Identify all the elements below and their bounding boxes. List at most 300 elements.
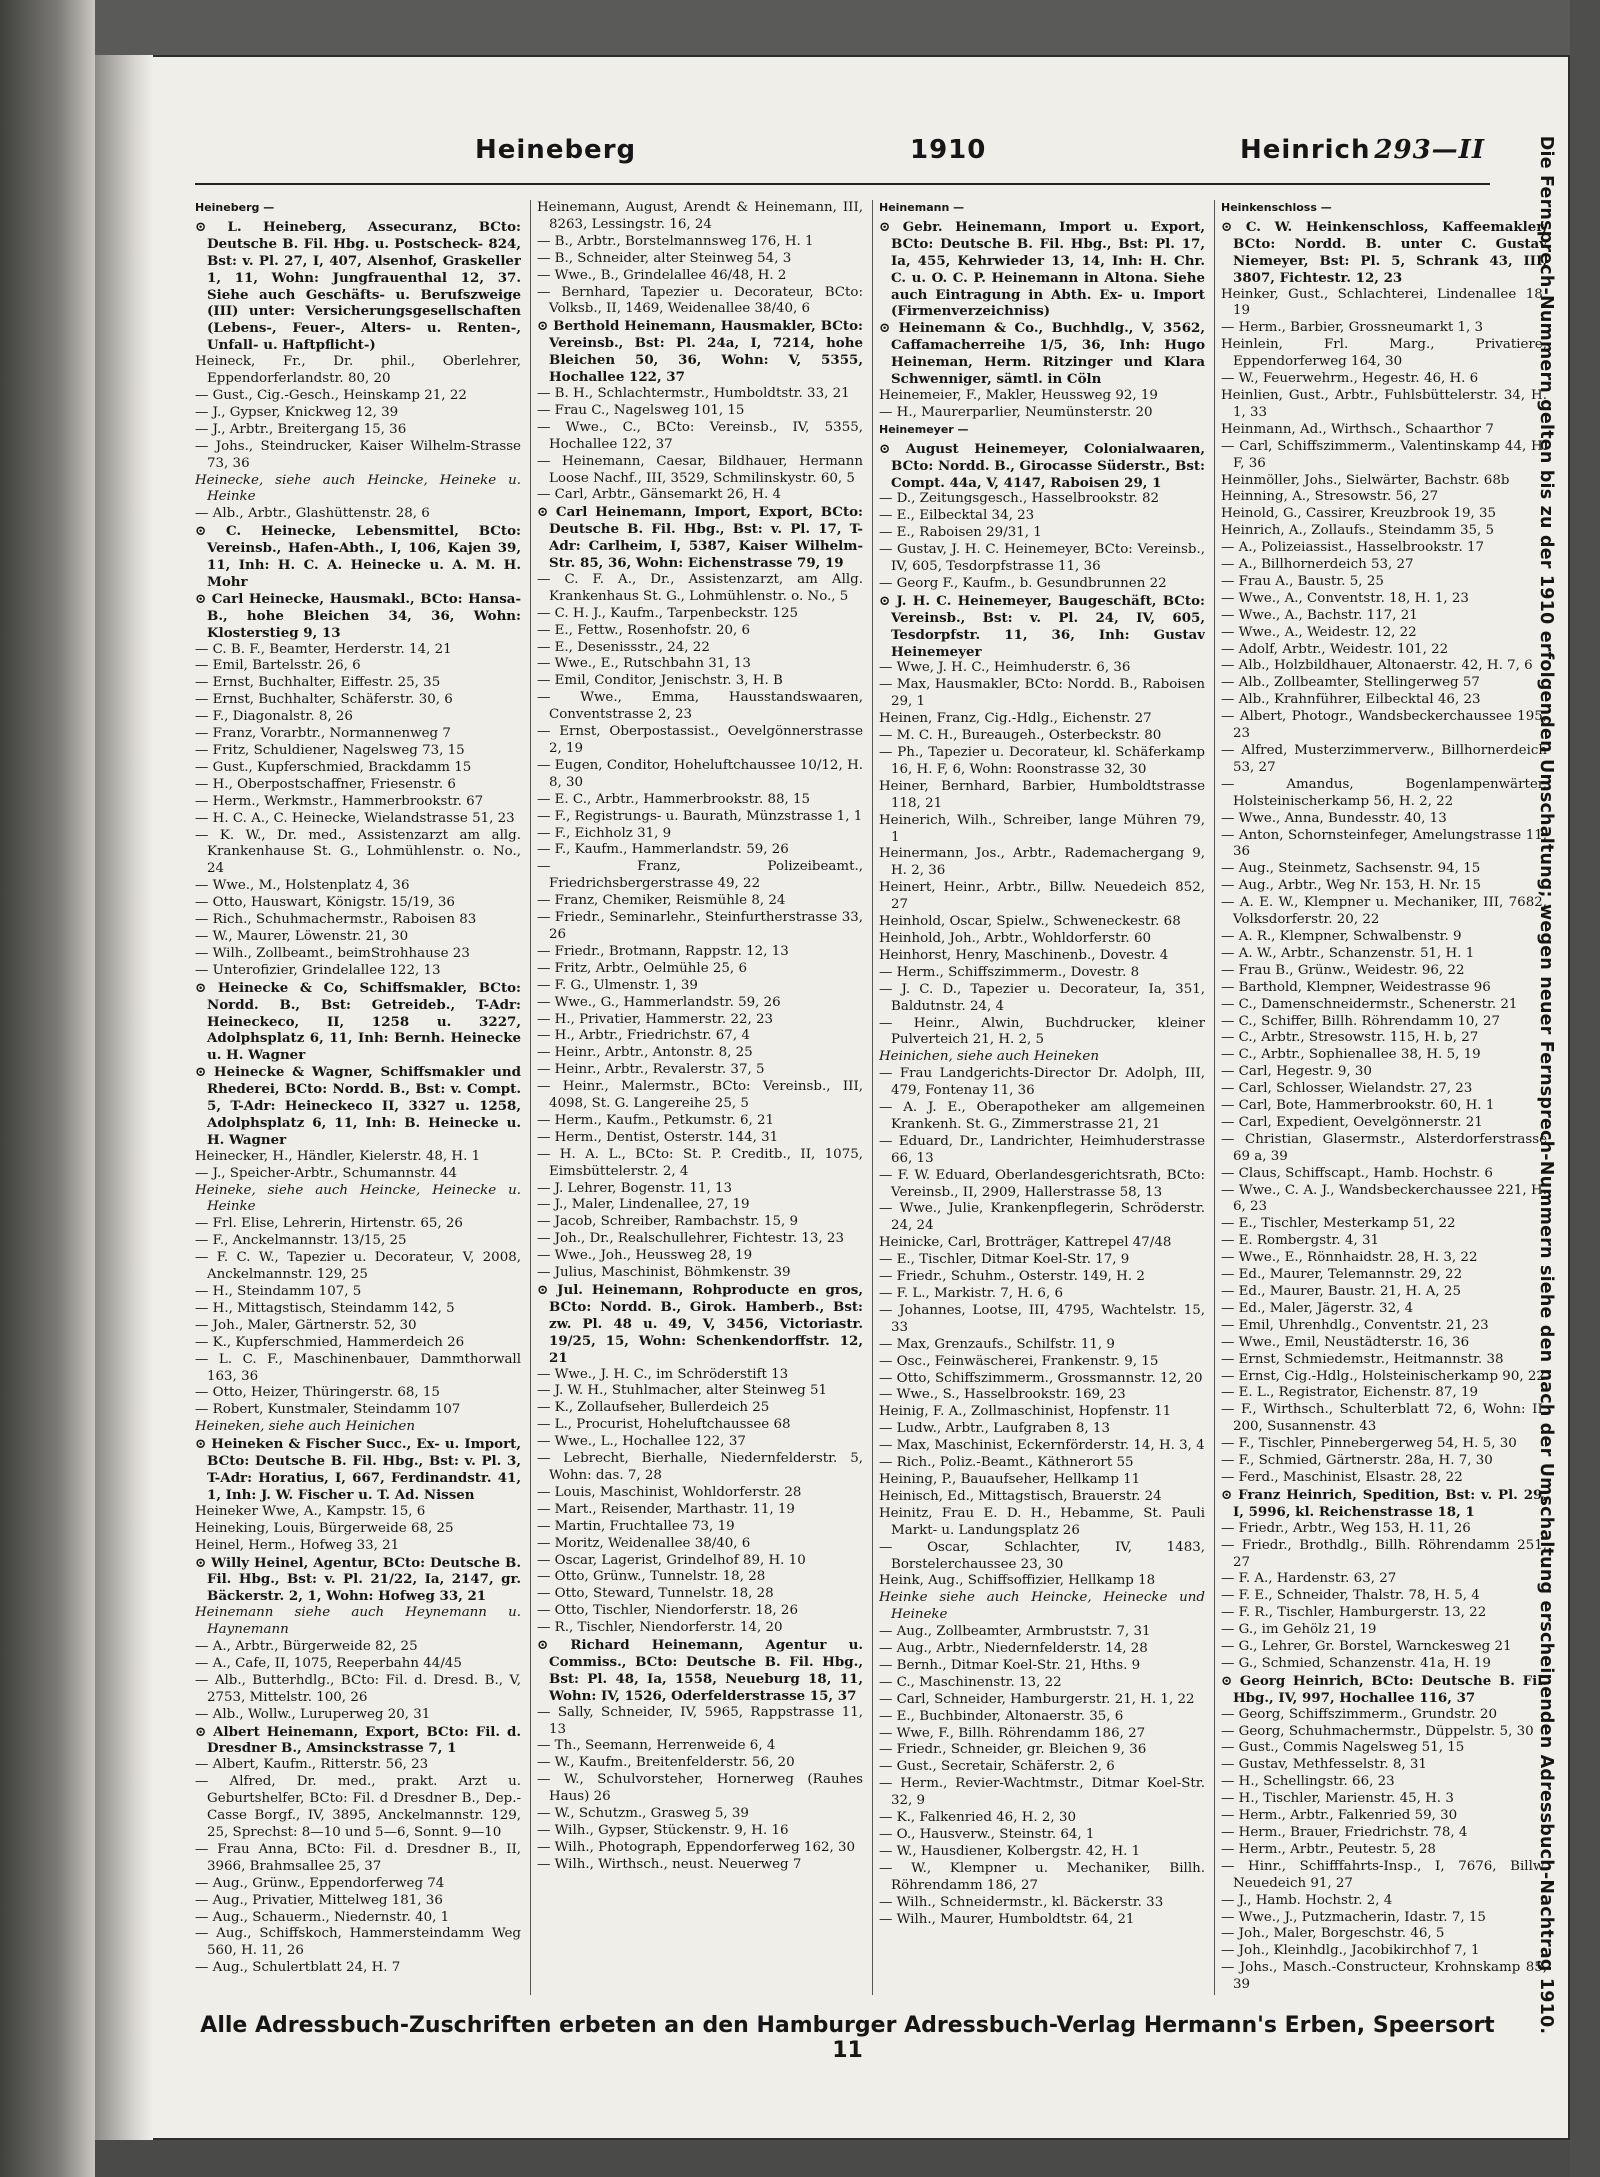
directory-entry: — Ferd., Maschinist, Elsastr. 28, 22 — [1221, 1469, 1463, 1485]
directory-entry: — Wwe., S., Hasselbrookstr. 169, 23 — [879, 1387, 1126, 1403]
directory-entry: — Johs., Masch.-Constructeur, Krohnskamp 85, 39 — [1221, 1960, 1547, 1993]
directory-entry: — Ph., Tapezier u. Decorateur, kl. Schäferkamp 16, H. F, 6, Wohn: Roonstrasse 32, 30 — [879, 745, 1205, 777]
directory-entry: Heinlien, Gust., Arbtr., Fuhlsbüttelerstr. 34, H. 1, 33 — [1221, 387, 1547, 420]
directory-entry: — F., Eichholz 31, 9 — [537, 825, 672, 841]
directory-entry: — Ernst, Buchhalter, Eiffestr. 25, 35 — [195, 675, 441, 691]
directory-entry: — Carl, Bote, Hammerbrookstr. 60, H. 1 — [1221, 1098, 1495, 1114]
directory-entry: Heinmöller, Johs., Sielwärter, Bachstr. 68b — [1221, 472, 1510, 488]
scan-bottom-edge — [95, 2140, 1570, 2177]
directory-entry: — Carl, Expedient, Oevelgönnerstr. 21 — [1221, 1114, 1483, 1130]
directory-entry: ⊙ Heinemann & Co., Buchhdlg., V, 3562, Caffamacherreihe 1/5, 36, Inh: Hugo Heineman, Herm. Ritzinger und Klara Schwenniger, sämtl. in Cöln — [879, 320, 1205, 388]
directory-entry: — Wwe., J., Putzmacherin, Idastr. 7, 15 — [1221, 1909, 1486, 1925]
directory-entry: ⊙ Heineken & Fischer Succ., Ex- u. Import, BCto: Deutsche B. Fil. Hbg., Bst: v. Pl. 3, T-Adr: Horatius, I, 667, Ferdinandstr. 41, 1, Inh: J. W. Fischer u. T. Ad. Nissen — [195, 1436, 521, 1503]
directory-entry: — Emil, Uhrenhdlg., Conventstr. 21, 23 — [1221, 1317, 1489, 1333]
directory-entry: — Max, Grenzaufs., Schilfstr. 11, 9 — [879, 1336, 1115, 1352]
directory-entry: — F. G., Ulmenstr. 1, 39 — [537, 977, 698, 993]
directory-entry: — Frau C., Nagelsweg 101, 15 — [537, 402, 745, 418]
directory-entry: ⊙ August Heinemeyer, Colonialwaaren, BCto: Nordd. B., Girocasse Süderstr., Bst: Compt. 44a, V, 4147, Raboisen 29, 1 — [879, 440, 1205, 491]
directory-entry: Heineke, siehe auch Heincke, Heinecke u. Heinke — [195, 1182, 521, 1215]
column-divider — [530, 200, 531, 1995]
directory-entry: — A., Cafe, II, 1075, Reeperbahn 44/45 — [195, 1655, 462, 1671]
directory-entry: — Franz, Polizeibeamt., Friedrichsbergerstrasse 49, 22 — [537, 859, 863, 892]
directory-entry: — C., Arbtr., Stresowstr. 115, H. b, 27 — [1221, 1030, 1479, 1046]
directory-entry: — Hinr., Schifffahrts-Insp., I, 7676, Billw. Neuedeich 91, 27 — [1221, 1858, 1547, 1891]
directory-entry: Heinig, F. A., Zollmaschinist, Hopfenstr. 11 — [879, 1404, 1172, 1420]
directory-entry: Heiner, Bernhard, Barbier, Humboldtstrasse 118, 21 — [879, 778, 1205, 811]
directory-entry: — Robert, Kunstmaler, Steindamm 107 — [195, 1402, 461, 1418]
directory-entry: — Joh., Kleinhdlg., Jacobikirchhof 7, 1 — [1221, 1943, 1480, 1959]
directory-entry: — Frau A., Baustr. 5, 25 — [1221, 573, 1384, 589]
directory-entry: — Johs., Steindrucker, Kaiser Wilhelm-Strasse 73, 36 — [195, 438, 521, 471]
directory-entry: — H., Maurerparlier, Neumünsterstr. 20 — [879, 404, 1153, 420]
directory-entry: — Wwe., Julie, Krankenpflegerin, Schröderstr. 24, 24 — [879, 1201, 1205, 1234]
page-number: 293—II — [1374, 135, 1485, 165]
directory-entry: — Albert, Photogr., Wandsbeckerchaussee 195, 23 — [1221, 709, 1547, 742]
directory-entry: — Frau B., Grünw., Weidestr. 96, 22 — [1221, 962, 1465, 978]
directory-entry: — Ed., Maurer, Baustr. 21, H. A, 25 — [1221, 1284, 1461, 1299]
directory-entry: — Wwe., C. A. J., Wandsbeckerchaussee 221, H. 6, 23 — [1221, 1182, 1547, 1215]
directory-entry: — Alb., Holzbildhauer, Altonaerstr. 42, H. 7, 6 — [1221, 658, 1533, 674]
directory-entry: — E., Buchbinder, Altonaerstr. 35, 6 — [879, 1708, 1124, 1724]
directory-entry: — Frau Landgerichts-Director Dr. Adolph, III, 479, Fontenay 11, 36 — [879, 1066, 1205, 1099]
directory-entry: Heinecker, H., Händler, Kielerstr. 48, H. 1 — [195, 1148, 481, 1164]
directory-entry: — Wwe., C., BCto: Vereinsb., IV, 5355, Hochallee 122, 37 — [537, 419, 863, 452]
directory-entry: — Wwe., J. H. C., im Schröderstift 13 — [537, 1366, 789, 1382]
directory-entry: — Wwe., E., Rutschbahn 31, 13 — [537, 656, 751, 672]
directory-entry: Heinold, G., Cassirer, Kreuzbrook 19, 35 — [1221, 506, 1497, 522]
directory-entry: — Georg, Schiffszimmerm., Grundstr. 20 — [1221, 1706, 1497, 1722]
directory-entry: — Friedr., Schneider, gr. Bleichen 9, 36 — [879, 1742, 1147, 1758]
directory-entry: — Wwe., Anna, Bundesstr. 40, 13 — [1221, 810, 1447, 826]
directory-entry: — W., Klempner u. Mechaniker, Billh. Röhrendamm 186, 27 — [879, 1860, 1205, 1893]
directory-entry: — Ernst, Cig.-Hdlg., Holsteinischerkamp 90, 22 — [1221, 1368, 1545, 1384]
directory-entry: — Wwe., A., Bachstr. 117, 21 — [1221, 607, 1418, 623]
scan-left-edge — [0, 0, 95, 2177]
directory-entry: — Herm., Werkmstr., Hammerbrookstr. 67 — [195, 793, 484, 809]
directory-entry: — Bernh., Ditmar Koel-Str. 21, Hths. 9 — [879, 1657, 1141, 1673]
directory-entry: — Anton, Schornsteinfeger, Amelungstrasse 11, 36 — [1221, 827, 1547, 860]
directory-entry: — Aug., Arbtr., Niedernfelderstr. 14, 28 — [879, 1641, 1148, 1657]
directory-entry: — E., Tischler, Ditmar Koel-Str. 17, 9 — [879, 1252, 1130, 1268]
directory-entry: — Wilh., Zollbeamt., beimStrohhause 23 — [195, 945, 470, 961]
directory-entry: — H. A. L., BCto: St. P. Creditb., II, 1075, Eimsbüttelerstr. 2, 4 — [537, 1146, 863, 1179]
directory-entry: — Aug., Schulertblatt 24, H. 7 — [195, 1960, 401, 1976]
directory-entry: — Wilh., Maurer, Humboldtstr. 64, 21 — [879, 1911, 1135, 1927]
directory-entry: — F., Diagonalstr. 8, 26 — [195, 709, 353, 725]
directory-entry: — Heinr., Arbtr., Revalerstr. 37, 5 — [537, 1062, 765, 1078]
directory-entry: — Otto, Tischler, Niendorferstr. 18, 26 — [537, 1603, 798, 1619]
directory-entry: — Ernst, Oberpostassist., Oevelgönnerstrasse 2, 19 — [537, 724, 863, 756]
directory-entry: — Fritz, Schuldiener, Nagelsweg 73, 15 — [195, 743, 465, 758]
directory-entry: — W., Feuerwehrm., Hegestr. 46, H. 6 — [1221, 371, 1479, 387]
directory-entry: — Carl, Hegestr. 9, 30 — [1221, 1064, 1372, 1080]
directory-entry: ⊙ J. H. C. Heinemeyer, Baugeschäft, BCto: Vereinsb., Bst: v. Pl. 24, IV, 605, Tesdorpfstr. 11, 36, Inh: Gustav Heinemeyer — [879, 592, 1205, 660]
directory-entry: — E., Tischler, Mesterkamp 51, 22 — [1221, 1216, 1456, 1232]
directory-entry: — Wwe., A., Weidestr. 12, 22 — [1221, 624, 1417, 640]
column-2 — [537, 200, 863, 1995]
directory-entry: — Jacob, Schreiber, Rambachstr. 15, 9 — [537, 1214, 799, 1230]
directory-entry: — J., Speicher-Arbtr., Schumannstr. 44 — [195, 1165, 457, 1181]
directory-entry: — B., Schneider, alter Steinweg 54, 3 — [537, 250, 792, 266]
directory-entry: — C. B. F., Beamter, Herderstr. 14, 21 — [195, 641, 452, 657]
directory-entry: — K., Falkenried 46, H. 2, 30 — [879, 1810, 1076, 1826]
directory-entry: — Aug., Arbtr., Weg Nr. 153, H. Nr. 15 — [1221, 878, 1482, 894]
directory-entry: — A. W., Arbtr., Schanzenstr. 51, H. 1 — [1221, 945, 1475, 961]
directory-entry: ⊙ Jul. Heinemann, Rohproducte en gros, BCto: Nordd. B., Girok. Hamberb., Bst: zw. Pl. 48 u. 49, V, 3456, Victoriastr. 19/25, 15, Wohn: Schenkendorffstr. 12, 21 — [537, 1282, 863, 1366]
directory-entry: — F., Registrungs- u. Baurath, Münzstrasse 1, 1 — [537, 808, 863, 824]
directory-entry: — Aug., Schauerm., Niedernstr. 40, 1 — [195, 1909, 450, 1925]
directory-entry: — Wilh., Gypser, Stückenstr. 9, H. 16 — [537, 1823, 789, 1838]
directory-entry: ⊙ Willy Heinel, Agentur, BCto: Deutsche B. Fil. Hbg., Bst: v. Pl. 21/22, Ia, 2147, gr. Bäckerstr. 2, 1, Wohn: Hofweg 33, 21 — [195, 1554, 521, 1605]
directory-entry: — E. Rombergstr. 4, 31 — [1221, 1233, 1380, 1249]
directory-entry: — Otto, Schiffszimmerm., Grossmannstr. 12, 20 — [879, 1370, 1203, 1386]
directory-entry: — Otto, Heizer, Thüringerstr. 68, 15 — [195, 1385, 440, 1401]
directory-entry: — Wwe., Emil, Neustädterstr. 16, 36 — [1221, 1334, 1470, 1350]
directory-entry: — Carl, Arbtr., Gänsemarkt 26, H. 4 — [537, 487, 781, 503]
directory-entry: ⊙ Heinecke & Wagner, Schiffsmakler und Rhederei, BCto: Nordd. B., Bst: v. Compt. 5, T-Adr: Heineckeco II, 3327 u. 1258, Adolphsplatz 6, 11, Inh: B. Heinecke u. H. Wagner — [195, 1064, 521, 1148]
directory-entry: — J., Maler, Lindenallee, 27, 19 — [537, 1197, 750, 1213]
directory-entry: — Christian, Glasermstr., Alsterdorferstrasse 69 a, 39 — [1221, 1131, 1547, 1164]
directory-entry: — Joh., Maler, Borgeschstr. 46, 5 — [1221, 1926, 1445, 1942]
directory-entry: — Herm., Arbtr., Peutestr. 5, 28 — [1221, 1841, 1436, 1857]
directory-entry: — Heinr., Alwin, Buchdrucker, kleiner Pulverteich 21, H. 2, 5 — [879, 1015, 1205, 1048]
directory-entry: Heinen, Franz, Cig.-Hdlg., Eichenstr. 27 — [879, 711, 1152, 727]
directory-entry: ⊙ L. Heineberg, Assecuranz, BCto: Deutsche B. Fil. Hbg. u. Postscheck- 824, Bst: v. Pl. 27, I, 407, Alsenhof, Graskeller 1, 11, Wohn: Jungfrauenthal 12, 37. Siehe auch Geschäfts- u. Berufszweige (III) unter: Versicherungsgesellschaften (Lebens-, Feuer-, Alters- u. Renten-, Unfall- u. Haftpflicht-) — [195, 218, 521, 354]
directory-entry: — K. W., Dr. med., Assistenzarzt am allg. Krankenhause St. G., Lohmühlenstr. o. No., 24 — [195, 827, 521, 877]
directory-entry: — D., Zeitungsgesch., Hasselbrookstr. 82 — [879, 491, 1160, 507]
directory-entry: — Ed., Maurer, Telemannstr. 29, 22 — [1221, 1267, 1463, 1283]
directory-entry: — Heinemann, Caesar, Bildhauer, Hermann Loose Nachf., III, 3529, Schmilinskystr. 60, 5 — [537, 453, 863, 486]
directory-entry: — Moritz, Weidenallee 38/40, 6 — [537, 1535, 751, 1551]
directory-entry: — Julius, Maschinist, Böhmkenstr. 39 — [537, 1265, 791, 1281]
directory-entry: — G., Schmied, Schanzenstr. 41a, H. 19 — [1221, 1655, 1491, 1671]
directory-entry: — Herm., Brauer, Friedrichstr. 78, 4 — [1221, 1825, 1468, 1840]
directory-entry: Heining, P., Bauaufseher, Hellkamp 11 — [879, 1471, 1141, 1487]
directory-entry: Heinlein, Frl. Marg., Privatiere, Eppendorferweg 164, 30 — [1221, 337, 1547, 370]
directory-entry: — Eduard, Dr., Landrichter, Heimhuderstrasse 66, 13 — [879, 1133, 1205, 1166]
directory-entry: — H., Schellingstr. 66, 23 — [1221, 1774, 1395, 1790]
directory-entry: — H., Tischler, Marienstr. 45, H. 3 — [1221, 1791, 1454, 1807]
directory-entry: — H., Oberpostschaffner, Friesenstr. 6 — [195, 776, 456, 792]
directory-entry: — Frau Anna, BCto: Fil. d. Dresdner B., II, 3966, Brahmsallee 25, 37 — [195, 1841, 521, 1874]
directory-entry: Heinhold, Joh., Arbtr., Wohldorferstr. 60 — [879, 930, 1151, 946]
directory-entry: — Georg F., Kaufm., b. Gesundbrunnen 22 — [879, 575, 1167, 591]
directory-entry: — F., Wirthsch., Schulterblatt 72, 6, Wohn: II, 200, Susannenstr. 43 — [1221, 1402, 1547, 1435]
directory-entry: Heinecke, siehe auch Heincke, Heineke u. Heinke — [195, 472, 521, 505]
directory-entry: — Friedr., Schuhm., Osterstr. 149, H. 2 — [879, 1269, 1145, 1285]
directory-entry: — Georg, Schuhmachermstr., Düppelstr. 5, 30 — [1221, 1723, 1534, 1739]
directory-entry: — Wwe., Joh., Heussweg 28, 19 — [537, 1248, 753, 1264]
directory-entry: ⊙ C. W. Heinkenschloss, Kaffeemakler, BCto: Nordd. B. unter C. Gustav Niemeyer, Bst: Pl. 5, Schrank 43, III, 3807, Fichtestr. 12, 23 — [1221, 218, 1547, 286]
directory-entry: — H. C. A., C. Heinecke, Wielandstrasse 51, 23 — [195, 810, 515, 826]
directory-entry: — Rich., Schuhmachermstr., Raboisen 83 — [195, 912, 477, 928]
directory-entry: — Alb., Wollw., Luruperweg 20, 31 — [195, 1706, 431, 1722]
directory-entry: — Johannes, Lootse, III, 4795, Wachtelstr. 15, 33 — [879, 1302, 1205, 1335]
directory-entry: — K., Kupferschmied, Hammerdeich 26 — [195, 1334, 465, 1350]
directory-entry: — A., Arbtr., Bürgerweide 82, 25 — [195, 1639, 418, 1655]
directory-entry: — Wwe., Emma, Hausstandswaaren, Conventstrasse 2, 23 — [537, 690, 863, 723]
directory-entry: — E., Eilbecktal 34, 23 — [879, 508, 1035, 524]
directory-entry: — Alfred, Dr. med., prakt. Arzt u. Geburtshelfer, BCto: Fil. d Dresdner B., Dep.-Casse Borgf., IV, 3895, Anckelmannstr. 129, 25, Sprechst: 8—10 und 5—6, Sonnt. 9—10 — [195, 1774, 521, 1840]
directory-entry: — H., Privatier, Hammerstr. 22, 23 — [537, 1011, 774, 1027]
directory-entry: — Wwe., A., Conventstr. 18, H. 1, 23 — [1221, 590, 1469, 606]
directory-entry: — J., Gypser, Knickweg 12, 39 — [195, 404, 399, 420]
directory-entry: — Rich., Poliz.-Beamt., Käthnerort 55 — [879, 1455, 1134, 1471]
directory-entry: — F., Tischler, Pinnebergerweg 54, H. 5, 30 — [1221, 1436, 1517, 1452]
directory-entry: — E. C., Arbtr., Hammerbrookstr. 88, 15 — [537, 791, 811, 807]
directory-entry: — Otto, Steward, Tunnelstr. 18, 28 — [537, 1586, 774, 1602]
running-header — [195, 135, 1525, 195]
directory-entry: Heineberg — — [195, 201, 275, 214]
directory-entry: — Wwe, F., Billh. Röhrendamm 186, 27 — [879, 1725, 1146, 1741]
directory-entry: Heinemann, August, Arendt & Heinemann, III, 8263, Lessingstr. 16, 24 — [537, 200, 863, 232]
directory-entry: — Alb., Zollbeamter, Stellingerweg 57 — [1221, 675, 1480, 691]
directory-entry: — Friedr., Seminarlehr., Steinfurtherstrasse 33, 26 — [537, 910, 863, 942]
directory-entry: — Wwe., B., Grindelallee 46/48, H. 2 — [537, 267, 787, 283]
directory-entry: — A. E. W., Klempner u. Mechaniker, III, 7682, Volksdorferstr. 20, 22 — [1221, 895, 1547, 928]
directory-entry: Heinke siehe auch Heincke, Heinecke und Heineke — [879, 1590, 1205, 1623]
directory-entry: — Wwe, J. H. C., Heimhuderstr. 6, 36 — [879, 660, 1131, 676]
directory-entry: — B., Arbtr., Borstelmannsweg 176, H. 1 — [537, 233, 814, 249]
directory-entry: — Herm., Kaufm., Petkumstr. 6, 21 — [537, 1112, 775, 1128]
directory-entry: — F., Schmied, Gärtnerstr. 28a, H. 7, 30 — [1221, 1453, 1493, 1469]
directory-entry: — Ludw., Arbtr., Laufgraben 8, 13 — [879, 1421, 1110, 1437]
directory-entry: Heineck, Fr., Dr. phil., Oberlehrer, Eppendorferlandstr. 80, 20 — [195, 354, 521, 387]
directory-entry: — Aug., Grünw., Eppendorferweg 74 — [195, 1875, 445, 1891]
directory-entry: — Friedr., Arbtr., Weg 153, H. 11, 26 — [1221, 1520, 1471, 1536]
directory-entry: — Bernhard, Tapezier u. Decorateur, BCto: Volksb., II, 1469, Weidenallee 38/40, 6 — [537, 284, 863, 317]
header-rule — [195, 183, 1490, 185]
directory-entry: Heineker Wwe, A., Kampstr. 15, 6 — [195, 1503, 426, 1519]
directory-entry: — Joh., Dr., Realschullehrer, Fichtestr. 13, 23 — [537, 1231, 844, 1247]
side-notice-text: Die Fernsprech-Nummern gelten bis zu der 1910 erfolgenden Umschaltung; wegen neuer Fernsprech-Nummern siehe den nach der Umschaltung erscheinenden Adressbuch-Nachtrag 1910. — [1536, 135, 1556, 2035]
directory-entry: — Aug., Steinmetz, Sachsenstr. 94, 15 — [1221, 861, 1481, 877]
directory-entry: — Herm., Schiffszimmerm., Dovestr. 8 — [879, 964, 1140, 980]
scan-right-edge — [1570, 0, 1600, 2177]
directory-entry: — Heinr., Arbtr., Antonstr. 8, 25 — [537, 1045, 753, 1061]
directory-entry: — A. R., Klempner, Schwalbenstr. 9 — [1221, 928, 1462, 944]
directory-entry: Heinemeier, F., Makler, Heussweg 92, 19 — [879, 387, 1158, 403]
directory-entry: — Wilh., Photograph, Eppendorferweg 162, 30 — [537, 1839, 856, 1855]
directory-entry: — Alfred, Musterzimmerverw., Billhornerdeich 53, 27 — [1221, 743, 1547, 775]
directory-entry: — Louis, Maschinist, Wohldorferstr. 28 — [537, 1484, 802, 1500]
directory-entry: — Oscar, Lagerist, Grindelhof 89, H. 10 — [537, 1552, 806, 1568]
directory-entry: Heinning, A., Stresowstr. 56, 27 — [1221, 489, 1439, 505]
directory-entry: — Sally, Schneider, IV, 5965, Rappstrasse 11, 13 — [537, 1704, 863, 1737]
directory-entry: Heinkenschloss — — [1221, 201, 1332, 214]
directory-entry: ⊙ Richard Heinemann, Agentur u. Commiss., BCto: Deutsche B. Fil. Hbg., Bst: Pl. 48, Ia, 1558, Neueburg 18, 11, Wohn: IV, 1526, Oderfelderstrasse 15, 37 — [537, 1637, 863, 1704]
directory-entry: — Herm., Dentist, Osterstr. 144, 31 — [537, 1129, 779, 1145]
directory-entry: — Oscar, Schlachter, IV, 1483, Borstelerchaussee 23, 30 — [879, 1539, 1205, 1572]
directory-entry: — O., Hausverw., Steinstr. 64, 1 — [879, 1827, 1095, 1842]
directory-entry: — G., Lehrer, Gr. Borstel, Warnckesweg 21 — [1221, 1639, 1512, 1655]
directory-entry: — Max, Maschinist, Eckernförderstr. 14, H. 3, 4 — [879, 1438, 1205, 1454]
directory-entry: — Friedr., Brothdlg., Billh. Röhrendamm 251, 27 — [1221, 1537, 1547, 1570]
column-divider — [872, 200, 873, 1995]
column-divider — [1214, 200, 1215, 1995]
directory-entry: ⊙ Berthold Heinemann, Hausmakler, BCto: Vereinsb., Bst: Pl. 24a, I, 7214, hohe Bleichen 50, 36, Wohn: V, 5355, Hochallee 122, 37 — [537, 318, 863, 386]
column-4 — [1221, 200, 1547, 1995]
page-gutter — [95, 55, 153, 2140]
directory-entry: — Herm., Arbtr., Falkenried 59, 30 — [1221, 1808, 1458, 1824]
directory-entry: — Emil, Bartelsstr. 26, 6 — [195, 658, 361, 674]
directory-entry: — W., Kaufm., Breitenfelderstr. 56, 20 — [537, 1755, 795, 1771]
directory-entry: — C. H. J., Kaufm., Tarpenbeckstr. 125 — [537, 605, 799, 621]
directory-entry: — W., Schutzm., Grasweg 5, 39 — [537, 1806, 749, 1822]
directory-entry: — F., Anckelmannstr. 13/15, 25 — [195, 1233, 407, 1249]
directory-entry: — Gust., Commis Nagelsweg 51, 15 — [1221, 1740, 1465, 1756]
directory-entry: — G., im Gehölz 21, 19 — [1221, 1622, 1377, 1638]
directory-entry: — Carl, Schlosser, Wielandstr. 27, 23 — [1221, 1081, 1473, 1097]
directory-entry: — Lebrecht, Bierhalle, Niedernfelderstr. 5, Wohn: das. 7, 28 — [537, 1451, 863, 1483]
directory-entry: — Joh., Maler, Gärtnerstr. 52, 30 — [195, 1317, 417, 1333]
directory-entry: — J. W. H., Stuhlmacher, alter Steinweg 51 — [537, 1383, 827, 1399]
directory-entry: Heineken, siehe auch Heinichen — [195, 1419, 415, 1435]
directory-entry: — Friedr., Brotmann, Rappstr. 12, 13 — [537, 943, 789, 959]
directory-entry: — Ernst, Buchhalter, Schäferstr. 30, 6 — [195, 692, 453, 708]
directory-entry: — H., Mittagstisch, Steindamm 142, 5 — [195, 1300, 455, 1316]
directory-entry: — Unterofizier, Grindelallee 122, 13 — [195, 962, 441, 978]
directory-entry: ⊙ Franz Heinrich, Spedition, Bst: v. Pl. 29, I, 5996, kl. Reichenstrasse 18, 1 — [1221, 1486, 1547, 1520]
directory-entry: — W., Schulvorsteher, Hornerweg (Rauhes Haus) 26 — [537, 1772, 863, 1805]
directory-entry: — L., Procurist, Hoheluftchaussee 68 — [537, 1417, 791, 1433]
directory-entry: — E., Raboisen 29/31, 1 — [879, 525, 1042, 541]
directory-entry: ⊙ Heinecke & Co, Schiffsmakler, BCto: Nordd. B., Bst: Getreideb., T-Adr: Heineckeco, II, 1258 u. 3227, Adolphsplatz 6, 11, Inh: Bernh. Heinecke u. H. Wagner — [195, 979, 521, 1064]
directory-entry: — F. E., Schneider, Thalstr. 78, H. 5, 4 — [1221, 1588, 1480, 1604]
directory-entry: — Herm., Revier-Wachtmstr., Ditmar Koel-Str. 32, 9 — [879, 1776, 1205, 1809]
directory-entry: — Albert, Kaufm., Ritterstr. 56, 23 — [195, 1757, 429, 1773]
directory-entry: — J., Arbtr., Breitergang 15, 36 — [195, 421, 407, 437]
directory-entry: ⊙ Gebr. Heinemann, Import u. Export, BCto: Deutsche B. Fil. Hbg., Bst: Pl. 17, Ia, 455, Kehrwieder 13, 14, Inh: H. Chr. C. u. O. C. P. Heinemann in Altona. Siehe auch Eintragung in Abth. Ex- u. Import (Firmenverzeichniss) — [879, 218, 1205, 320]
directory-entry: — Wwe., G., Hammerlandstr. 59, 26 — [537, 994, 781, 1010]
directory-entry: — Heinr., Malermstr., BCto: Vereinsb., III, 4098, St. G. Langereihe 25, 5 — [537, 1079, 863, 1112]
directory-entry: — E. L., Registrator, Eichenstr. 87, 19 — [1221, 1385, 1478, 1401]
directory-entry: — A., Billhornerdeich 53, 27 — [1221, 557, 1414, 573]
directory-entry: — Frl. Elise, Lehrerin, Hirtenstr. 65, 26 — [195, 1216, 463, 1232]
directory-entry: Heinemann siehe auch Heynemann u. Haynemann — [195, 1605, 521, 1638]
directory-entry: — F. L., Markistr. 7, H. 6, 6 — [879, 1286, 1063, 1301]
directory-entry: — Wwe., L., Hochallee 122, 37 — [537, 1434, 746, 1450]
directory-entry: — C. F. A., Dr., Assistenzarzt, am Allg. Krankenhaus St. G., Lohmühlenstr. o. No., 5 — [537, 571, 863, 604]
directory-entry: — L. C. F., Maschinenbauer, Dammthorwall 163, 36 — [195, 1351, 521, 1384]
directory-entry: — Gustav, J. H. C. Heinemeyer, BCto: Vereinsb., IV, 605, Tesdorpfstrasse 11, 36 — [879, 542, 1205, 575]
directory-entry: Heinker, Gust., Schlachterei, Lindenallee 18, 19 — [1221, 286, 1547, 319]
directory-entry: Heineking, Louis, Bürgerweide 68, 25 — [195, 1520, 454, 1536]
directory-entry: — Carl, Schneider, Hamburgerstr. 21, H. 1, 22 — [879, 1691, 1195, 1707]
directory-entry: — J. C. D., Tapezier u. Decorateur, Ia, 351, Baldutnstr. 24, 4 — [879, 981, 1205, 1014]
directory-entry: — Alb., Arbtr., Glashüttenstr. 28, 6 — [195, 506, 430, 522]
directory-entry: — Carl, Schiffszimmerm., Valentinskamp 44, H. F, 36 — [1221, 438, 1547, 471]
directory-entry: — Emil, Conditor, Jenischstr. 3, H. B — [537, 673, 783, 689]
directory-entry: — J. Lehrer, Bogenstr. 11, 13 — [537, 1180, 733, 1196]
directory-entry: Heinmann, Ad., Wirthsch., Schaarthor 7 — [1221, 421, 1494, 437]
directory-entry: Heinrich, A., Zollaufs., Steindamm 35, 5 — [1221, 523, 1495, 539]
directory-entry: Heinisch, Ed., Mittagstisch, Brauerstr. 24 — [879, 1488, 1162, 1504]
directory-entry — [1221, 1994, 1547, 1995]
directory-entry: — Ed., Maler, Jägerstr. 32, 4 — [1221, 1300, 1414, 1316]
directory-entry: — Gust., Cig.-Gesch., Heinskamp 21, 22 — [195, 387, 467, 403]
directory-entry: — Wwe., E., Rönnhaidstr. 28, H. 3, 22 — [1221, 1250, 1478, 1266]
directory-entry: — F. W. Eduard, Oberlandesgerichtsrath, BCto: Vereinsb., II, 2909, Hallerstrasse 58, 13 — [879, 1167, 1205, 1200]
directory-entry: Heinert, Heinr., Arbtr., Billw. Neuedeich 852, 27 — [879, 880, 1205, 913]
directory-entry: — E., Fettw., Rosenhofstr. 20, 6 — [537, 622, 751, 638]
directory-entry: Heinichen, siehe auch Heineken — [879, 1049, 1099, 1065]
column-1 — [195, 200, 521, 1995]
directory-entry: — Aug., Privatier, Mittelweg 181, 36 — [195, 1892, 443, 1908]
directory-entry: — Gust., Kupferschmied, Brackdamm 15 — [195, 759, 472, 775]
directory-entry: — Franz, Vorarbtr., Normannenweg 7 — [195, 726, 451, 742]
directory-entry: — Claus, Schiffscapt., Hamb. Hochstr. 6 — [1221, 1165, 1493, 1181]
directory-entry: — Franz, Chemiker, Reismühle 8, 24 — [537, 893, 786, 909]
directory-entry: Heinemann — — [879, 201, 965, 214]
directory-entry: — K., Zollaufseher, Bullerdeich 25 — [537, 1400, 770, 1416]
directory-entry: — Mart., Reisender, Marthastr. 11, 19 — [537, 1501, 795, 1517]
directory-entry: — Osc., Feinwäscherei, Frankenstr. 9, 15 — [879, 1353, 1159, 1369]
directory-entry: — H., Steindamm 107, 5 — [195, 1284, 362, 1299]
directory-entry: — F. R., Tischler, Hamburgerstr. 13, 22 — [1221, 1605, 1487, 1621]
directory-entry: — C., Maschinenstr. 13, 22 — [879, 1674, 1062, 1690]
directory-page — [95, 55, 1570, 2140]
directory-entry: Heinicke, Carl, Brotträger, Kattrepel 47/48 — [879, 1235, 1172, 1251]
directory-entry: — Amandus, Bogenlampenwärter, Holsteinischerkamp 56, H. 2, 22 — [1221, 776, 1547, 809]
directory-entry: Heinermann, Jos., Arbtr., Rademachergang 9, H. 2, 36 — [879, 846, 1205, 879]
header-year: 1910 — [910, 135, 987, 165]
directory-entry: Heinitz, Frau E. D. H., Hebamme, St. Pauli Markt- u. Landungsplatz 26 — [879, 1505, 1205, 1538]
header-left-keyword: Heineberg — [475, 135, 637, 165]
directory-entry: — Alb., Krahnführer, Eilbecktal 46, 23 — [1221, 692, 1481, 708]
column-3 — [879, 200, 1205, 1995]
directory-entry: — Martin, Fruchtallee 73, 19 — [537, 1518, 735, 1534]
directory-entry: — R., Tischler, Niendorferstr. 14, 20 — [537, 1620, 783, 1636]
directory-entry: — Adolf, Arbtr., Weidestr. 101, 22 — [1221, 641, 1449, 657]
directory-entry: — H., Arbtr., Friedrichstr. 67, 4 — [537, 1028, 750, 1044]
directory-entry: Heinhold, Oscar, Spielw., Schweneckestr. 68 — [879, 914, 1181, 930]
directory-entry: ⊙ Carl Heinemann, Import, Export, BCto: Deutsche B. Fil. Hbg., Bst: v. Pl. 17, T-Adr: Carlheim, I, 5387, Kaiser Wilhelm-Str. 85, 36, Wohn: Eichenstrasse 79, 19 — [537, 504, 863, 572]
directory-entry: — E., Desenissstr., 24, 22 — [537, 639, 710, 655]
directory-entry: ⊙ Georg Heinrich, BCto: Deutsche B. Fil. Hbg., IV, 997, Hochallee 116, 37 — [1221, 1672, 1547, 1706]
directory-entry: — Aug., Schiffskoch, Hammersteindamm Weg 560, H. 11, 26 — [195, 1926, 521, 1959]
directory-entry: — Wilh., Wirthsch., neust. Neuerweg 7 — [537, 1856, 802, 1872]
directory-entry: — Eugen, Conditor, Hoheluftchaussee 10/12, H. 8, 30 — [537, 757, 863, 790]
directory-entry: — W., Hausdiener, Kolbergstr. 42, H. 1 — [879, 1843, 1141, 1859]
directory-entry: — Otto, Grünw., Tunnelstr. 18, 28 — [537, 1569, 766, 1585]
directory-entry: — F., Kaufm., Hammerlandstr. 59, 26 — [537, 842, 789, 858]
directory-entry: ⊙ Carl Heinecke, Hausmakl., BCto: Hansa-B., hohe Bleichen 34, 36, Wohn: Klosterstieg 9, 13 — [195, 590, 521, 641]
directory-entry: — C., Arbtr., Sophienallee 38, H. 5, 19 — [1221, 1047, 1481, 1063]
directory-entry: ⊙ C. Heinecke, Lebensmittel, BCto: Vereinsb., Hafen-Abth., I, 106, Kajen 39, 11, Inh: H. C. A. Heinecke u. A. M. H. Mohr — [195, 523, 521, 590]
directory-entry: — Gust., Secretair, Schäferstr. 2, 6 — [879, 1759, 1115, 1775]
side-notice — [1530, 135, 1562, 2035]
directory-entry: — Otto, Hauswart, Königstr. 15/19, 36 — [195, 895, 455, 911]
directory-entry: Heinemeyer — — [879, 422, 969, 436]
directory-entry: — F. A., Hardenstr. 63, 27 — [1221, 1571, 1397, 1587]
directory-entry: ⊙ Albert Heinemann, Export, BCto: Fil. d. Dresdner B., Amsinckstrasse 7, 1 — [195, 1723, 521, 1757]
directory-entry: — A. J. E., Oberapotheker am allgemeinen Krankenh. St. G., Zimmerstrasse 21, 21 — [879, 1100, 1205, 1132]
directory-entry: — Herm., Barbier, Grossneumarkt 1, 3 — [1221, 320, 1484, 336]
directory-entry: — Wwe., M., Holstenplatz 4, 36 — [195, 878, 410, 894]
directory-entry: — Ernst, Schmiedemstr., Heitmannstr. 38 — [1221, 1351, 1504, 1367]
directory-entry: Heinerich, Wilh., Schreiber, lange Mühren 79, 1 — [879, 812, 1205, 845]
directory-entry: — Gustav, Methfesselstr. 8, 31 — [1221, 1757, 1427, 1773]
directory-entry: Heink, Aug., Schiffsoffizier, Hellkamp 18 — [879, 1573, 1156, 1589]
directory-entry: — A., Polizeiassist., Hasselbrookstr. 17 — [1221, 540, 1485, 556]
footer-notice: Alle Adressbuch-Zuschriften erbeten an den Hamburger Adressbuch-Verlag Hermann's Erben, Speersort 11 — [200, 2013, 1495, 2063]
header-right-keyword: Heinrich — [1240, 135, 1371, 165]
directory-entry: — W., Maurer, Löwenstr. 21, 30 — [195, 928, 409, 944]
directory-entry: — Alb., Butterhdlg., BCto: Fil. d. Dresd. B., V, 2753, Mittelstr. 100, 26 — [195, 1672, 521, 1705]
directory-entry: — C., Damenschneidermstr., Schenerstr. 21 — [1221, 996, 1518, 1012]
directory-entry: Heinel, Herm., Hofweg 33, 21 — [195, 1537, 400, 1553]
